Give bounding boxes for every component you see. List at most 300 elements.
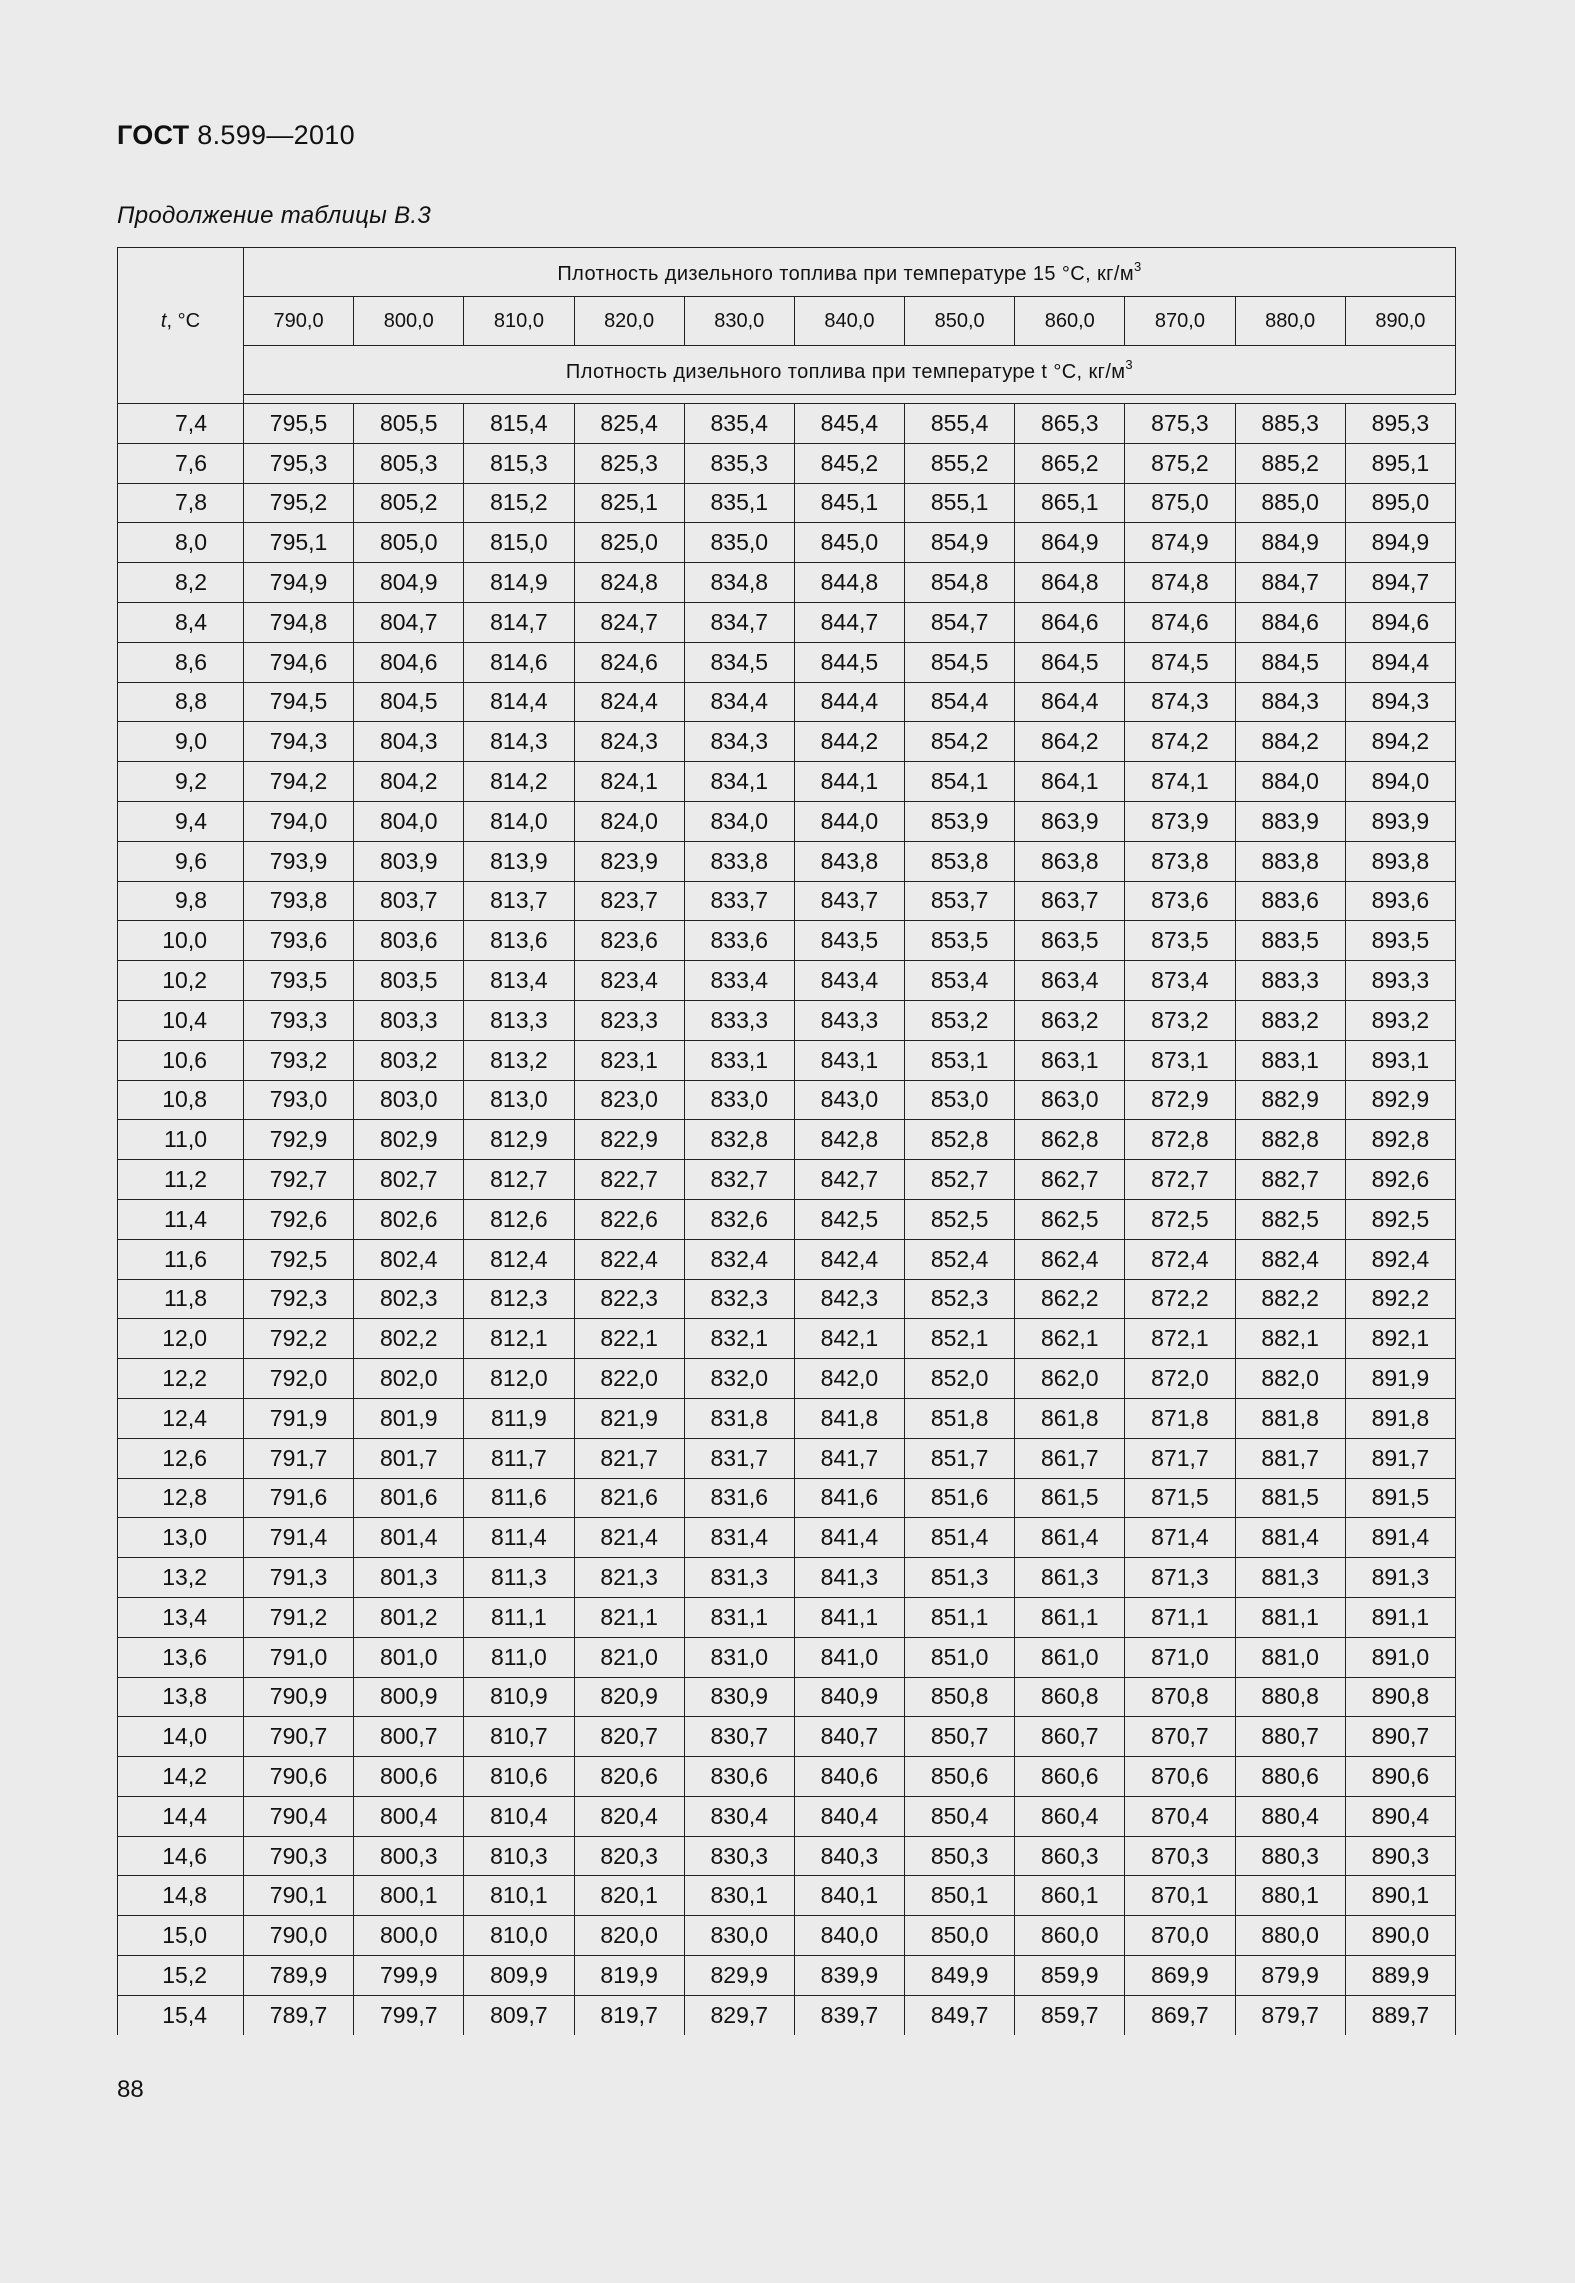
density-cell: 831,0 xyxy=(684,1637,794,1677)
table-row xyxy=(118,921,1456,961)
density-cell: 883,2 xyxy=(1235,1000,1345,1040)
density-cell: 851,3 xyxy=(905,1558,1015,1598)
density-cell: 843,0 xyxy=(794,1080,904,1120)
table-body xyxy=(118,404,1456,2035)
temperature-cell: 11,2 xyxy=(118,1160,244,1200)
density-cell: 862,7 xyxy=(1015,1160,1125,1200)
density-cell: 862,4 xyxy=(1015,1239,1125,1279)
density-cell: 804,5 xyxy=(354,682,464,722)
density-cell: 872,1 xyxy=(1125,1319,1235,1359)
density-cell: 872,8 xyxy=(1125,1120,1235,1160)
density-cell: 862,1 xyxy=(1015,1319,1125,1359)
density-cell: 840,3 xyxy=(794,1836,904,1876)
density-cell: 812,3 xyxy=(464,1279,574,1319)
density-cell: 790,3 xyxy=(244,1836,354,1876)
density-cell: 854,7 xyxy=(905,602,1015,642)
density-header-cell: 860,0 xyxy=(1015,297,1125,346)
density-cell: 821,1 xyxy=(574,1597,684,1637)
density-cell: 800,0 xyxy=(354,1916,464,1956)
density-cell: 792,2 xyxy=(244,1319,354,1359)
density-cell: 881,1 xyxy=(1235,1597,1345,1637)
density-cell: 820,1 xyxy=(574,1876,684,1916)
density-header-cell: 870,0 xyxy=(1125,297,1235,346)
density-cell: 815,2 xyxy=(464,483,574,523)
density-cell: 880,8 xyxy=(1235,1677,1345,1717)
density-cell: 869,7 xyxy=(1125,1995,1235,2034)
table-row xyxy=(118,563,1456,603)
density-cell: 831,8 xyxy=(684,1398,794,1438)
density-cell: 805,2 xyxy=(354,483,464,523)
density-cell: 834,3 xyxy=(684,722,794,762)
density-cell: 794,5 xyxy=(244,682,354,722)
density-cell: 814,2 xyxy=(464,762,574,802)
header-gap xyxy=(118,395,1456,404)
density-cell: 864,1 xyxy=(1015,762,1125,802)
density-cell: 812,0 xyxy=(464,1359,574,1399)
density-cell: 800,4 xyxy=(354,1796,464,1836)
density-cell: 834,7 xyxy=(684,602,794,642)
density-cell: 892,9 xyxy=(1345,1080,1455,1120)
density-cell: 853,5 xyxy=(905,921,1015,961)
density-cell: 865,1 xyxy=(1015,483,1125,523)
temperature-cell: 15,2 xyxy=(118,1956,244,1996)
density-cell: 882,1 xyxy=(1235,1319,1345,1359)
density-cell: 835,0 xyxy=(684,523,794,563)
density-cell: 790,6 xyxy=(244,1757,354,1797)
density-cell: 835,4 xyxy=(684,404,794,444)
density-cell: 889,9 xyxy=(1345,1956,1455,1996)
density-cell: 789,9 xyxy=(244,1956,354,1996)
temperature-cell: 12,0 xyxy=(118,1319,244,1359)
density-cell: 813,2 xyxy=(464,1040,574,1080)
density-cell: 814,4 xyxy=(464,682,574,722)
table-row xyxy=(118,1836,1456,1876)
density-cell: 870,8 xyxy=(1125,1677,1235,1717)
table-row xyxy=(118,1597,1456,1637)
density-cell: 800,1 xyxy=(354,1876,464,1916)
temperature-cell: 13,6 xyxy=(118,1637,244,1677)
density-cell: 802,0 xyxy=(354,1359,464,1399)
density-cell: 853,8 xyxy=(905,841,1015,881)
density-cell: 840,1 xyxy=(794,1876,904,1916)
table-row xyxy=(118,1558,1456,1598)
density-header-cell: 890,0 xyxy=(1345,297,1455,346)
table-row xyxy=(118,1438,1456,1478)
density-cell: 812,4 xyxy=(464,1239,574,1279)
density-cell: 841,3 xyxy=(794,1558,904,1598)
density-header-cell: 810,0 xyxy=(464,297,574,346)
density-cell: 813,7 xyxy=(464,881,574,921)
density-cell: 805,3 xyxy=(354,443,464,483)
density-cell: 834,5 xyxy=(684,642,794,682)
document-header xyxy=(117,120,355,151)
density-cell: 864,9 xyxy=(1015,523,1125,563)
density-cell: 789,7 xyxy=(244,1995,354,2034)
table-row xyxy=(118,1239,1456,1279)
density-cell: 852,1 xyxy=(905,1319,1015,1359)
table-row xyxy=(118,1199,1456,1239)
density-cell: 790,4 xyxy=(244,1796,354,1836)
table-row xyxy=(118,722,1456,762)
density-cell: 863,0 xyxy=(1015,1080,1125,1120)
density-cell: 871,1 xyxy=(1125,1597,1235,1637)
density-cell: 842,4 xyxy=(794,1239,904,1279)
density-cell: 800,3 xyxy=(354,1836,464,1876)
density-cell: 812,9 xyxy=(464,1120,574,1160)
density-cell: 872,9 xyxy=(1125,1080,1235,1120)
density-cell: 884,5 xyxy=(1235,642,1345,682)
density-cell: 792,6 xyxy=(244,1199,354,1239)
density-cell: 794,8 xyxy=(244,602,354,642)
table-row xyxy=(118,1995,1456,2034)
density-cell: 843,8 xyxy=(794,841,904,881)
density-cell: 861,1 xyxy=(1015,1597,1125,1637)
density-cell: 863,4 xyxy=(1015,961,1125,1001)
density-cell: 845,1 xyxy=(794,483,904,523)
density-cell: 824,4 xyxy=(574,682,684,722)
density-cell: 891,7 xyxy=(1345,1438,1455,1478)
temperature-cell: 10,0 xyxy=(118,921,244,961)
density-cell: 861,8 xyxy=(1015,1398,1125,1438)
density-header-cell: 840,0 xyxy=(794,297,904,346)
density-cell: 840,6 xyxy=(794,1757,904,1797)
density-cell: 874,9 xyxy=(1125,523,1235,563)
density-cell: 793,9 xyxy=(244,841,354,881)
density-cell: 870,4 xyxy=(1125,1796,1235,1836)
density-cell: 881,4 xyxy=(1235,1518,1345,1558)
density-cell: 820,6 xyxy=(574,1757,684,1797)
density-cell: 820,3 xyxy=(574,1836,684,1876)
temperature-cell: 14,2 xyxy=(118,1757,244,1797)
density-cell: 811,1 xyxy=(464,1597,574,1637)
density-cell: 795,1 xyxy=(244,523,354,563)
table-row xyxy=(118,961,1456,1001)
density-cell: 863,1 xyxy=(1015,1040,1125,1080)
density-cell: 885,3 xyxy=(1235,404,1345,444)
density-cell: 820,0 xyxy=(574,1916,684,1956)
density-cell: 880,3 xyxy=(1235,1836,1345,1876)
density-cell: 810,3 xyxy=(464,1836,574,1876)
density-cell: 809,7 xyxy=(464,1995,574,2034)
density-cell: 874,3 xyxy=(1125,682,1235,722)
temperature-cell: 13,4 xyxy=(118,1597,244,1637)
density-cell: 880,1 xyxy=(1235,1876,1345,1916)
density-cell: 811,3 xyxy=(464,1558,574,1598)
table-row xyxy=(118,841,1456,881)
density-cell: 890,6 xyxy=(1345,1757,1455,1797)
density-cell: 873,4 xyxy=(1125,961,1235,1001)
density-cell: 801,0 xyxy=(354,1637,464,1677)
density-cell: 893,2 xyxy=(1345,1000,1455,1040)
density-cell: 829,7 xyxy=(684,1995,794,2034)
table-caption: Продолжение таблицы В.3 xyxy=(117,202,432,229)
density-cell: 874,1 xyxy=(1125,762,1235,802)
density-cell: 842,0 xyxy=(794,1359,904,1399)
density-cell: 894,4 xyxy=(1345,642,1455,682)
density-cell: 790,1 xyxy=(244,1876,354,1916)
density-cell: 802,7 xyxy=(354,1160,464,1200)
density-cell: 860,0 xyxy=(1015,1916,1125,1956)
density-cell: 883,9 xyxy=(1235,801,1345,841)
density-cell: 814,9 xyxy=(464,563,574,603)
density-cell: 861,0 xyxy=(1015,1637,1125,1677)
density-cell: 860,3 xyxy=(1015,1836,1125,1876)
density-cell: 800,7 xyxy=(354,1717,464,1757)
density-cell: 822,7 xyxy=(574,1160,684,1200)
density-cell: 849,9 xyxy=(905,1956,1015,1996)
temperature-cell: 8,6 xyxy=(118,642,244,682)
temperature-cell: 9,8 xyxy=(118,881,244,921)
density-cell: 852,4 xyxy=(905,1239,1015,1279)
density-cell: 870,7 xyxy=(1125,1717,1235,1757)
density-cell: 830,1 xyxy=(684,1876,794,1916)
density-cell: 839,9 xyxy=(794,1956,904,1996)
density-cell: 802,6 xyxy=(354,1199,464,1239)
table-row xyxy=(118,1120,1456,1160)
density-cell: 791,4 xyxy=(244,1518,354,1558)
temperature-cell: 9,4 xyxy=(118,801,244,841)
density-cell: 839,7 xyxy=(794,1995,904,2034)
density-cell: 795,2 xyxy=(244,483,354,523)
density-cell: 852,0 xyxy=(905,1359,1015,1399)
density-cell: 814,0 xyxy=(464,801,574,841)
density-cell: 874,8 xyxy=(1125,563,1235,603)
density-cell: 825,3 xyxy=(574,443,684,483)
density-cell: 845,2 xyxy=(794,443,904,483)
density-cell: 831,4 xyxy=(684,1518,794,1558)
density-cell: 894,9 xyxy=(1345,523,1455,563)
density-cell: 879,7 xyxy=(1235,1995,1345,2034)
density-cell: 860,7 xyxy=(1015,1717,1125,1757)
density-cell: 831,3 xyxy=(684,1558,794,1598)
density-cell: 862,2 xyxy=(1015,1279,1125,1319)
density-cell: 851,0 xyxy=(905,1637,1015,1677)
temperature-cell: 11,6 xyxy=(118,1239,244,1279)
density-cell: 873,8 xyxy=(1125,841,1235,881)
density-cell: 860,1 xyxy=(1015,1876,1125,1916)
density-cell: 873,1 xyxy=(1125,1040,1235,1080)
density-cell: 802,3 xyxy=(354,1279,464,1319)
density-cell: 842,8 xyxy=(794,1120,904,1160)
density-cell: 834,0 xyxy=(684,801,794,841)
density-cell: 860,6 xyxy=(1015,1757,1125,1797)
density-cell: 794,2 xyxy=(244,762,354,802)
density-cell: 870,6 xyxy=(1125,1757,1235,1797)
density-cell: 884,9 xyxy=(1235,523,1345,563)
density-cell: 874,5 xyxy=(1125,642,1235,682)
density-cell: 873,9 xyxy=(1125,801,1235,841)
density-cell: 875,3 xyxy=(1125,404,1235,444)
t-column-unit: °С xyxy=(177,309,201,332)
density-cell: 813,0 xyxy=(464,1080,574,1120)
table-row xyxy=(118,762,1456,802)
density-cell: 794,6 xyxy=(244,642,354,682)
density-cell: 832,6 xyxy=(684,1199,794,1239)
density-cell: 830,7 xyxy=(684,1717,794,1757)
density-cell: 819,9 xyxy=(574,1956,684,1996)
density-cell: 881,8 xyxy=(1235,1398,1345,1438)
density-cell: 891,8 xyxy=(1345,1398,1455,1438)
density-cell: 810,0 xyxy=(464,1916,574,1956)
temperature-cell: 10,4 xyxy=(118,1000,244,1040)
density-cell: 881,3 xyxy=(1235,1558,1345,1598)
density-cell: 802,9 xyxy=(354,1120,464,1160)
density-cell: 872,7 xyxy=(1125,1160,1235,1200)
density-cell: 864,2 xyxy=(1015,722,1125,762)
density-cell: 864,8 xyxy=(1015,563,1125,603)
density-cell: 812,6 xyxy=(464,1199,574,1239)
density-cell: 801,4 xyxy=(354,1518,464,1558)
density-cell: 794,3 xyxy=(244,722,354,762)
density-cell: 891,5 xyxy=(1345,1478,1455,1518)
density-cell: 833,6 xyxy=(684,921,794,961)
density-cell: 854,5 xyxy=(905,642,1015,682)
density-cell: 843,1 xyxy=(794,1040,904,1080)
density-cell: 871,3 xyxy=(1125,1558,1235,1598)
density-cell: 833,3 xyxy=(684,1000,794,1040)
density-header-cell: 800,0 xyxy=(354,297,464,346)
table-row xyxy=(118,1518,1456,1558)
density-cell: 894,7 xyxy=(1345,563,1455,603)
table-row xyxy=(118,1717,1456,1757)
density-cell: 882,0 xyxy=(1235,1359,1345,1399)
density-cell: 815,3 xyxy=(464,443,574,483)
density-cell: 841,0 xyxy=(794,1637,904,1677)
density-cell: 814,3 xyxy=(464,722,574,762)
density-cell: 833,1 xyxy=(684,1040,794,1080)
density-cell: 891,0 xyxy=(1345,1637,1455,1677)
density-cell: 853,7 xyxy=(905,881,1015,921)
density-cell: 821,3 xyxy=(574,1558,684,1598)
density-cell: 895,3 xyxy=(1345,404,1455,444)
density-cell: 802,2 xyxy=(354,1319,464,1359)
density-cell: 832,1 xyxy=(684,1319,794,1359)
density-cell: 894,6 xyxy=(1345,602,1455,642)
density-cell: 824,8 xyxy=(574,563,684,603)
temperature-cell: 12,6 xyxy=(118,1438,244,1478)
density-cell: 844,1 xyxy=(794,762,904,802)
density-cell: 871,5 xyxy=(1125,1478,1235,1518)
density-cell: 830,9 xyxy=(684,1677,794,1717)
density-cell: 794,0 xyxy=(244,801,354,841)
density-cell: 822,1 xyxy=(574,1319,684,1359)
table-row xyxy=(118,1956,1456,1996)
temperature-cell: 13,0 xyxy=(118,1518,244,1558)
density-cell: 895,1 xyxy=(1345,443,1455,483)
density-cell: 805,5 xyxy=(354,404,464,444)
density-cell: 850,3 xyxy=(905,1836,1015,1876)
density-cell: 803,6 xyxy=(354,921,464,961)
table-row xyxy=(118,1637,1456,1677)
density-cell: 822,3 xyxy=(574,1279,684,1319)
density-cell: 831,1 xyxy=(684,1597,794,1637)
density-cell: 822,4 xyxy=(574,1239,684,1279)
density-cell: 844,4 xyxy=(794,682,904,722)
density-cell: 889,7 xyxy=(1345,1995,1455,2034)
density-cell: 823,3 xyxy=(574,1000,684,1040)
density-cell: 825,0 xyxy=(574,523,684,563)
density-cell: 800,9 xyxy=(354,1677,464,1717)
density-cell: 823,0 xyxy=(574,1080,684,1120)
density-cell: 811,9 xyxy=(464,1398,574,1438)
density-cell: 893,1 xyxy=(1345,1040,1455,1080)
density-cell: 861,3 xyxy=(1015,1558,1125,1598)
density-cell: 850,0 xyxy=(905,1916,1015,1956)
density-cell: 863,7 xyxy=(1015,881,1125,921)
temperature-cell: 11,0 xyxy=(118,1120,244,1160)
density-cell: 820,7 xyxy=(574,1717,684,1757)
temperature-cell: 9,6 xyxy=(118,841,244,881)
density-cell: 852,3 xyxy=(905,1279,1015,1319)
density-cell: 843,3 xyxy=(794,1000,904,1040)
density-cell: 793,3 xyxy=(244,1000,354,1040)
density-cell: 881,5 xyxy=(1235,1478,1345,1518)
density-cell: 870,1 xyxy=(1125,1876,1235,1916)
density-cell: 883,5 xyxy=(1235,921,1345,961)
density-cell: 892,8 xyxy=(1345,1120,1455,1160)
density-cell: 879,9 xyxy=(1235,1956,1345,1996)
table-row xyxy=(118,1319,1456,1359)
density-cell: 892,1 xyxy=(1345,1319,1455,1359)
density-cell: 894,0 xyxy=(1345,762,1455,802)
density-cell: 793,6 xyxy=(244,921,354,961)
table-row xyxy=(118,642,1456,682)
density-cell: 861,7 xyxy=(1015,1438,1125,1478)
density-cell: 842,5 xyxy=(794,1199,904,1239)
density-cell: 875,0 xyxy=(1125,483,1235,523)
density-cell: 801,3 xyxy=(354,1558,464,1598)
density-cell: 819,7 xyxy=(574,1995,684,2034)
density-cell: 872,5 xyxy=(1125,1199,1235,1239)
density-cell: 803,7 xyxy=(354,881,464,921)
density-cell: 804,6 xyxy=(354,642,464,682)
density-cell: 814,6 xyxy=(464,642,574,682)
density-cell: 894,2 xyxy=(1345,722,1455,762)
gost-number: 8.599—2010 xyxy=(197,120,355,150)
density-cell: 855,2 xyxy=(905,443,1015,483)
density-cell: 844,8 xyxy=(794,563,904,603)
density-cell: 841,1 xyxy=(794,1597,904,1637)
density-cell: 882,9 xyxy=(1235,1080,1345,1120)
density-cell: 844,5 xyxy=(794,642,904,682)
temperature-cell: 12,8 xyxy=(118,1478,244,1518)
temperature-cell: 8,8 xyxy=(118,682,244,722)
table-row xyxy=(118,1478,1456,1518)
density-cell: 843,4 xyxy=(794,961,904,1001)
density-cell: 800,6 xyxy=(354,1757,464,1797)
density-cell: 793,2 xyxy=(244,1040,354,1080)
table-row xyxy=(118,682,1456,722)
density-cell: 801,9 xyxy=(354,1398,464,1438)
density-cell: 883,6 xyxy=(1235,881,1345,921)
density-cell: 791,6 xyxy=(244,1478,354,1518)
density-cell: 835,1 xyxy=(684,483,794,523)
density-cell: 813,3 xyxy=(464,1000,574,1040)
temperature-cell: 15,0 xyxy=(118,1916,244,1956)
density-cell: 880,0 xyxy=(1235,1916,1345,1956)
density-cell: 890,0 xyxy=(1345,1916,1455,1956)
density-cell: 870,0 xyxy=(1125,1916,1235,1956)
temperature-cell: 10,8 xyxy=(118,1080,244,1120)
density-cell: 863,2 xyxy=(1015,1000,1125,1040)
density-cell: 864,4 xyxy=(1015,682,1125,722)
density-cell: 855,1 xyxy=(905,483,1015,523)
temperature-cell: 7,4 xyxy=(118,404,244,444)
temperature-cell: 10,6 xyxy=(118,1040,244,1080)
bottom-density-header: Плотность дизельного топлива при температуре t °С, $кг/м^3$ xyxy=(244,346,1456,395)
density-cell: 832,4 xyxy=(684,1239,794,1279)
density-cell: 840,0 xyxy=(794,1916,904,1956)
